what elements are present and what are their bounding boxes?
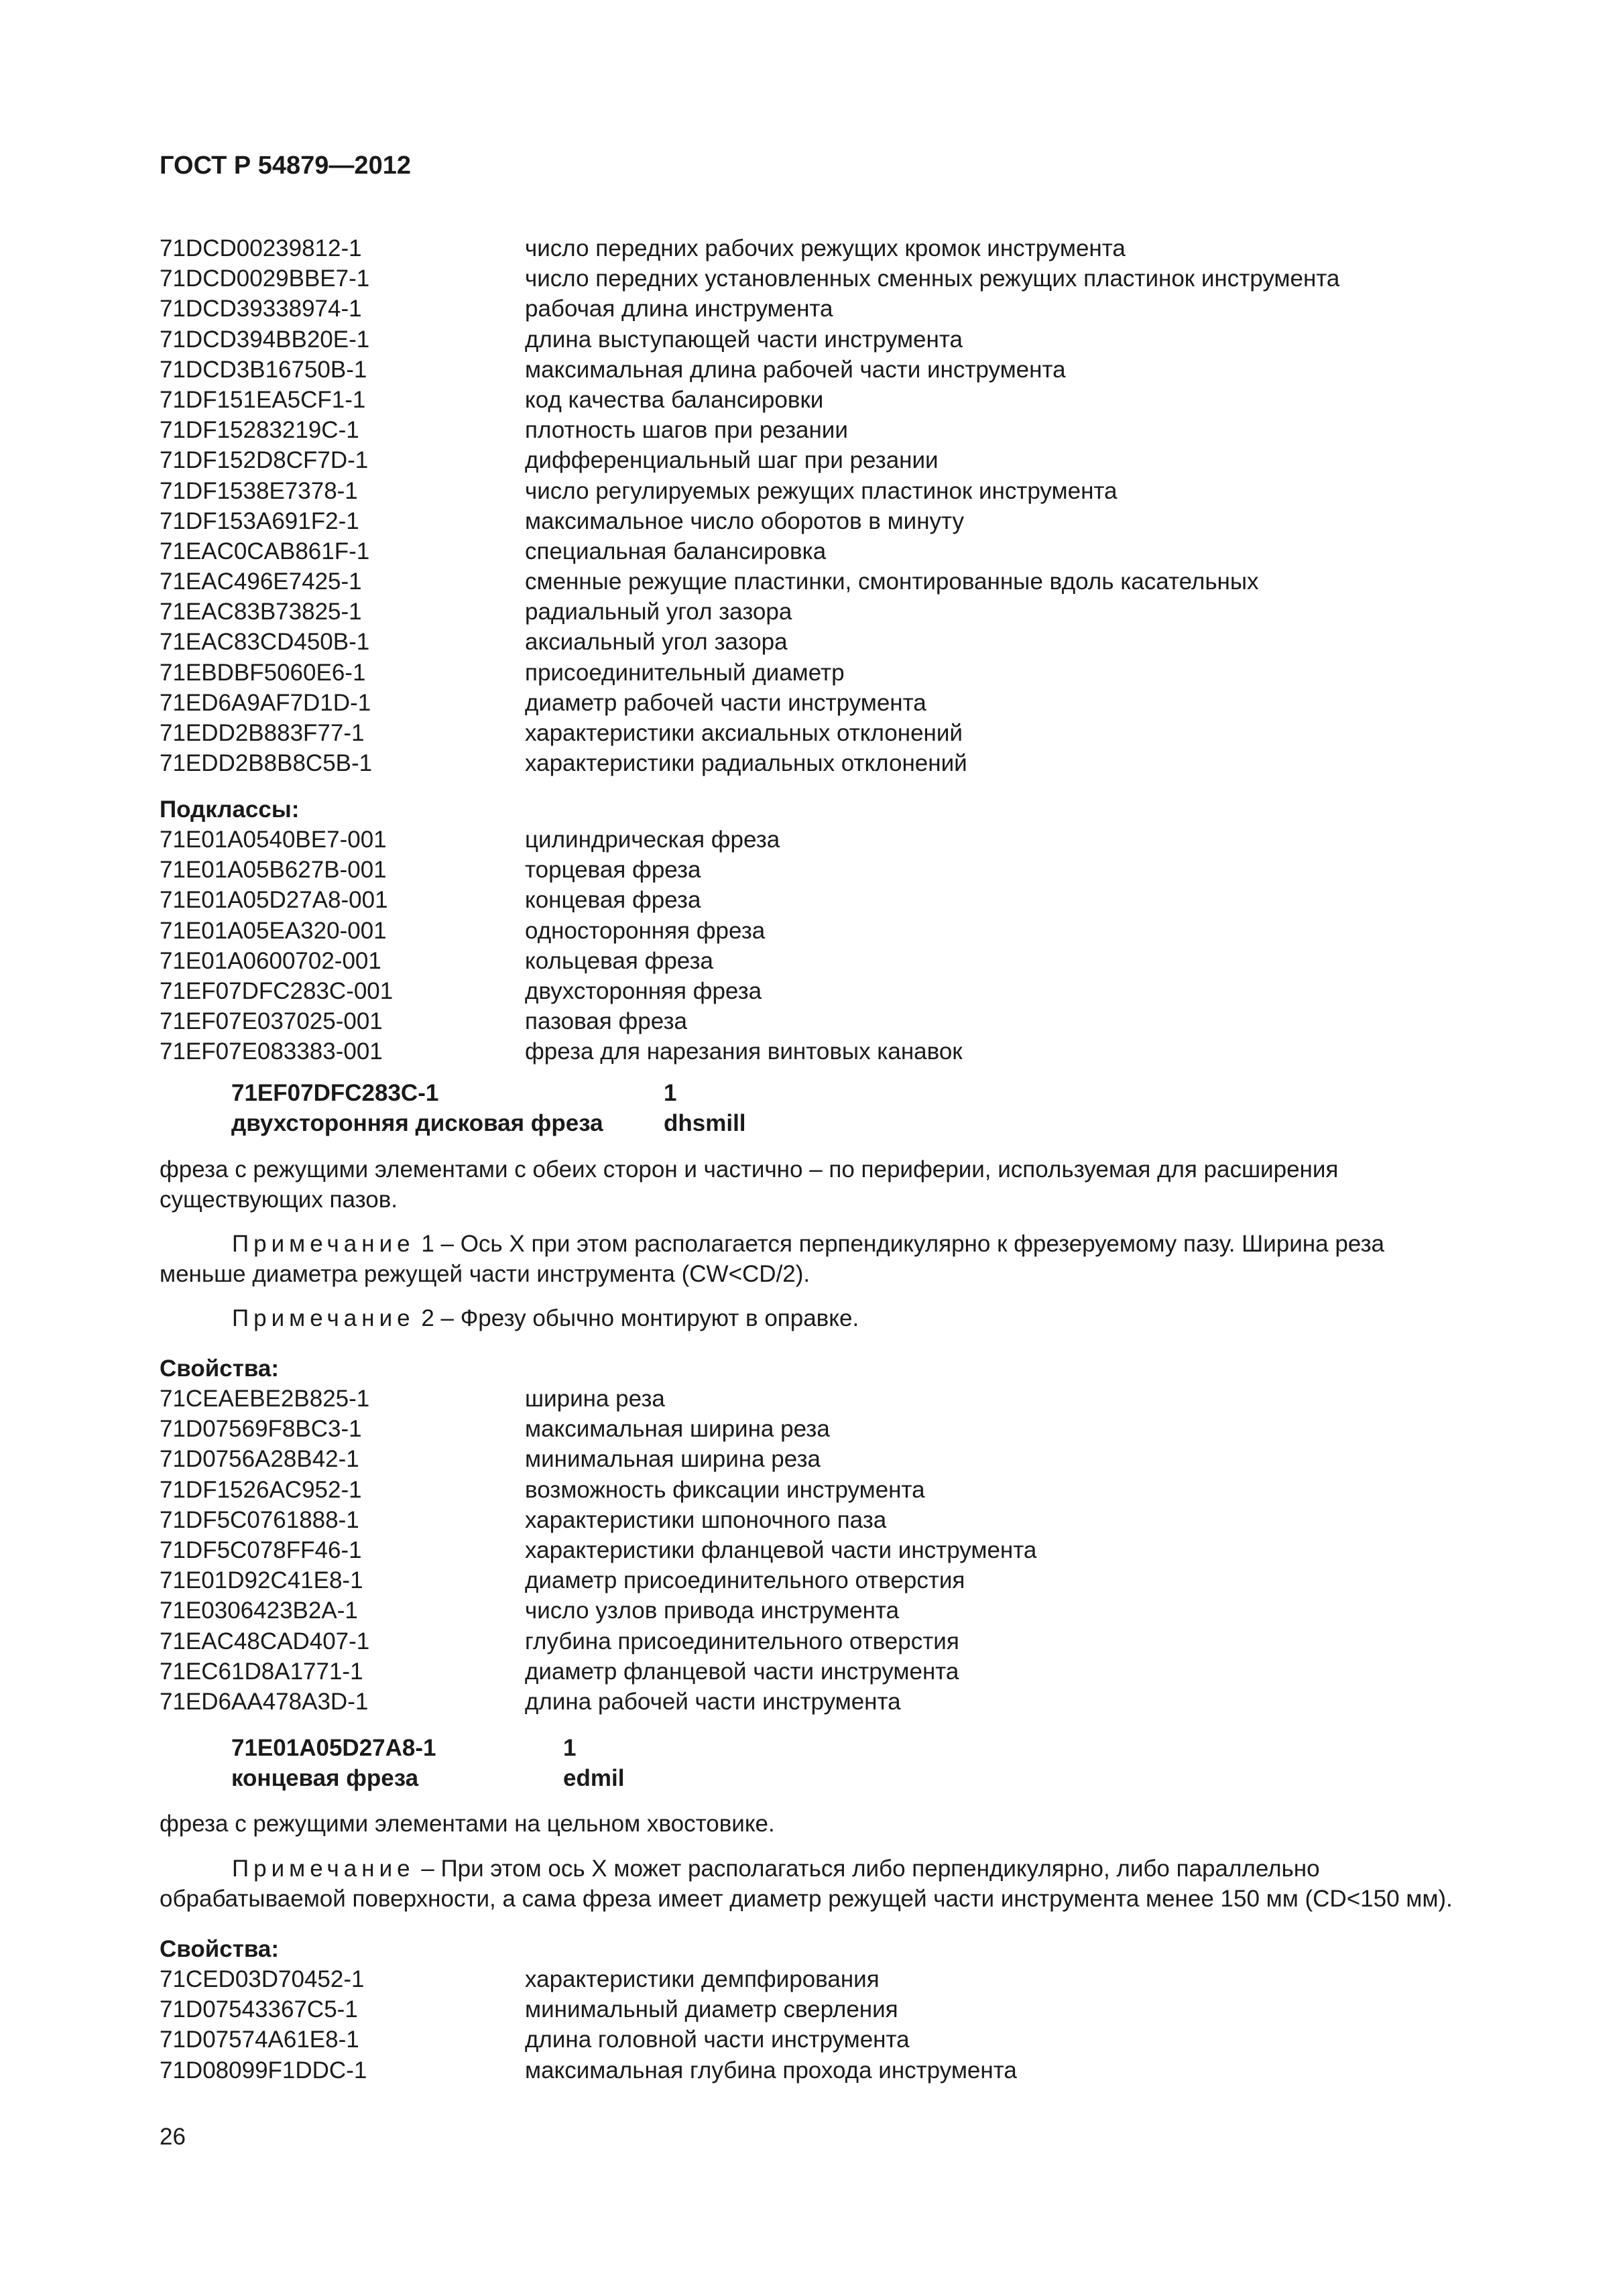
property-description: возможность фиксации инструмента [525, 1476, 925, 1503]
entry-code: 71EF07DFC283C-1 [231, 1080, 439, 1106]
list-item [160, 1964, 1464, 1994]
property-code: 71CED03D70452-1 [160, 1966, 365, 1992]
property-description: специальная балансировка [525, 538, 827, 564]
property-code: 71DCD39338974-1 [160, 296, 362, 322]
subclass-description: односторонняя фреза [525, 917, 766, 944]
subclass-code: 71E01A0540BE7-001 [160, 827, 387, 853]
subclass-code: 71E01A05B627B-001 [160, 857, 387, 884]
list-item [160, 946, 1464, 976]
list-item [160, 885, 1464, 915]
list-item [160, 718, 1464, 748]
note-label: Примечание [232, 1231, 415, 1257]
property-code: 71DCD0029BBE7-1 [160, 265, 370, 292]
property-code: 71ED6A9AF7D1D-1 [160, 689, 371, 716]
subclass-code: 71EF07E037025-001 [160, 1008, 383, 1035]
property-code: 71DF1538E7378-1 [160, 477, 358, 504]
entry-definition: фреза с режущими элементами с обеих сторон и частично – по периферии, используемая для расширения существующих пазов. [160, 1156, 1339, 1213]
property-code: 71DCD00239812-1 [160, 235, 362, 261]
note [160, 1854, 1464, 1914]
entry-heading-edmil [231, 1733, 768, 1793]
list-item [160, 658, 1464, 688]
property-description: плотность шагов при резании [525, 417, 848, 444]
property-code: 71E0306423B2A-1 [160, 1597, 358, 1624]
list-item [160, 2025, 1464, 2055]
list-item [160, 1444, 1464, 1474]
property-description: максимальная глубина прохода инструмента [525, 2057, 1017, 2083]
property-code: 71EAC48CAD407-1 [160, 1628, 370, 1654]
entry-definition: фреза с режущими элементами на цельном хвостовике. [160, 1811, 775, 1837]
properties-label: Свойства: [160, 1355, 280, 1382]
property-description: максимальное число оборотов в минуту [525, 507, 964, 534]
subclass-description: двухсторонняя фреза [525, 977, 762, 1004]
property-code: 71DCD3B16750B-1 [160, 356, 367, 383]
property-description: ширина реза [525, 1386, 665, 1412]
list-item [160, 385, 1464, 415]
property-description: максимальная длина рабочей части инструмента [525, 356, 1066, 383]
property-description: характеристики фланцевой части инструмента [525, 1536, 1037, 1563]
list-item [160, 1475, 1464, 1505]
note-label: Примечание [232, 1856, 415, 1882]
subclass-description: пазовая фреза [525, 1008, 687, 1035]
property-code: 71DF153A691F2-1 [160, 507, 359, 534]
property-description: дифференциальный шаг при резании [525, 447, 939, 474]
property-description: рабочая длина инструмента [525, 296, 833, 322]
property-code: 71ED6AA478A3D-1 [160, 1688, 369, 1715]
entry1-properties [160, 1354, 1464, 1717]
entry2-properties [160, 1935, 1464, 2086]
property-code: 71EAC496E7425-1 [160, 568, 362, 595]
property-code: 71EAC83CD450B-1 [160, 629, 370, 656]
list-item [160, 1656, 1464, 1687]
property-code: 71DF151EA5CF1-1 [160, 386, 366, 413]
list-item [160, 415, 1464, 445]
list-item [160, 1994, 1464, 2025]
property-code: 71DF5C078FF46-1 [160, 1536, 362, 1563]
subclasses-label: Подклассы: [160, 796, 300, 823]
subclass-code: 71EF07E083383-001 [160, 1038, 383, 1065]
list-item [160, 536, 1464, 566]
property-code: 71EDD2B8B8C5B-1 [160, 750, 373, 777]
property-code: 71EBDBF5060E6-1 [160, 659, 366, 686]
list-item [160, 294, 1464, 324]
entry-abbreviation: edmil [563, 1765, 625, 1791]
list-item [160, 506, 1464, 536]
property-description: сменные режущие пластинки, смонтированные вдоль касательных [525, 568, 1259, 595]
property-description: присоединительный диаметр [525, 659, 845, 686]
property-description: число передних рабочих режущих кромок инструмента [525, 235, 1126, 261]
list-item [160, 566, 1464, 597]
note-label: Примечание [232, 1305, 415, 1331]
entry-version: 1 [563, 1735, 577, 1761]
list-item [160, 263, 1464, 294]
property-description: характеристики радиальных отклонений [525, 750, 967, 777]
note-1 [160, 1229, 1464, 1289]
note-text: – При этом ось X может располагаться либо перпендикулярно, либо параллельно обрабатываемой поверхности, а сама фреза имеет диаметр режущей части инструмента менее 150 мм (CD<150 мм). [160, 1856, 1453, 1912]
entry-name: двухсторонняя дисковая фреза [231, 1110, 603, 1136]
entry-version: 1 [664, 1080, 677, 1106]
entry-name: концевая фреза [231, 1765, 419, 1791]
subclass-code: 71E01A05EA320-001 [160, 917, 387, 944]
property-description: диаметр рабочей части инструмента [525, 689, 926, 716]
list-item [160, 825, 1464, 855]
subclass-description: фреза для нарезания винтовых канавок [525, 1038, 963, 1065]
property-code: 71DF15283219C-1 [160, 417, 359, 444]
property-description: минимальная ширина реза [525, 1446, 821, 1473]
list-item [160, 627, 1464, 657]
list-item [160, 355, 1464, 385]
list-item [160, 1505, 1464, 1535]
property-description: число передних установленных сменных режущих пластинок инструмента [525, 265, 1340, 292]
property-code: 71DF5C0761888-1 [160, 1506, 359, 1533]
property-description: диаметр присоединительного отверстия [525, 1567, 965, 1594]
subclass-description: кольцевая фреза [525, 947, 713, 974]
property-code: 71D08099F1DDC-1 [160, 2057, 367, 2083]
note-text: 1 – Ось X при этом располагается перпендикулярно к фрезеруемому пазу. Ширина реза меньше диаметра режущей части инструмента (CW<CD/2). [160, 1231, 1384, 1287]
list-item [160, 748, 1464, 778]
property-code: 71D0756A28B42-1 [160, 1446, 359, 1473]
property-description: характеристики демпфирования [525, 1966, 880, 1992]
property-description: максимальная ширина реза [525, 1416, 830, 1443]
subclass-description: торцевая фреза [525, 857, 701, 884]
list-item [160, 1006, 1464, 1036]
property-code: 71DF152D8CF7D-1 [160, 447, 369, 474]
property-code: 71E01D92C41E8-1 [160, 1567, 363, 1594]
subclass-code: 71E01A0600702-001 [160, 947, 381, 974]
entry-abbreviation: dhsmill [664, 1110, 746, 1136]
entry-heading-dhsmill [231, 1078, 835, 1138]
list-item [160, 1626, 1464, 1656]
property-code: 71CEAEBE2B825-1 [160, 1386, 370, 1412]
property-description: число регулируемых режущих пластинок инструмента [525, 477, 1118, 504]
list-item [160, 1535, 1464, 1565]
list-item [160, 1565, 1464, 1595]
property-code: 71DCD394BB20E-1 [160, 326, 370, 353]
list-item [160, 855, 1464, 885]
list-item [160, 476, 1464, 506]
list-item [160, 976, 1464, 1006]
list-item [160, 2055, 1464, 2086]
property-code: 71EDD2B883F77-1 [160, 720, 365, 746]
property-code: 71D07569F8BC3-1 [160, 1416, 362, 1443]
document-header: ГОСТ Р 54879—2012 [160, 152, 411, 180]
property-description: длина выступающей части инструмента [525, 326, 963, 353]
list-item [160, 445, 1464, 475]
properties-list-top [160, 233, 1464, 778]
property-description: аксиальный угол зазора [525, 629, 788, 656]
note-text: 2 – Фрезу обычно монтируют в оправке. [414, 1305, 859, 1331]
subclass-code: 71E01A05D27A8-001 [160, 887, 388, 914]
property-code: 71EAC83B73825-1 [160, 599, 362, 625]
page-number: 26 [160, 2124, 186, 2150]
subclass-code: 71EF07DFC283C-001 [160, 977, 394, 1004]
property-description: минимальный диаметр сверления [525, 1996, 898, 2023]
property-code: 71D07574A61E8-1 [160, 2027, 359, 2053]
property-description: число узлов привода инструмента [525, 1597, 900, 1624]
list-item [160, 597, 1464, 627]
property-description: код качества балансировки [525, 386, 824, 413]
list-item [160, 1036, 1464, 1067]
property-description: характеристики шпоночного паза [525, 1506, 887, 1533]
properties-label: Свойства: [160, 1936, 280, 1962]
entry-code: 71E01A05D27A8-1 [231, 1735, 436, 1761]
list-item [160, 1595, 1464, 1626]
list-item [160, 1384, 1464, 1414]
property-description: радиальный угол зазора [525, 599, 792, 625]
list-item [160, 916, 1464, 946]
property-description: диаметр фланцевой части инструмента [525, 1658, 959, 1685]
property-description: длина рабочей части инструмента [525, 1688, 901, 1715]
property-code: 71EAC0CAB861F-1 [160, 538, 370, 564]
subclasses-section [160, 795, 1464, 1067]
property-description: глубина присоединительного отверстия [525, 1628, 959, 1654]
note-2 [160, 1303, 1464, 1333]
property-description: длина головной части инструмента [525, 2027, 910, 2053]
property-description: характеристики аксиальных отклонений [525, 720, 963, 746]
subclass-description: концевая фреза [525, 887, 701, 914]
list-item [160, 688, 1464, 718]
list-item [160, 1414, 1464, 1444]
property-code: 71DF1526AC952-1 [160, 1476, 362, 1503]
list-item [160, 324, 1464, 355]
property-code: 71D07543367C5-1 [160, 1996, 358, 2023]
property-code: 71EC61D8A1771-1 [160, 1658, 363, 1685]
list-item [160, 1687, 1464, 1717]
list-item [160, 233, 1464, 263]
subclass-description: цилиндрическая фреза [525, 827, 780, 853]
